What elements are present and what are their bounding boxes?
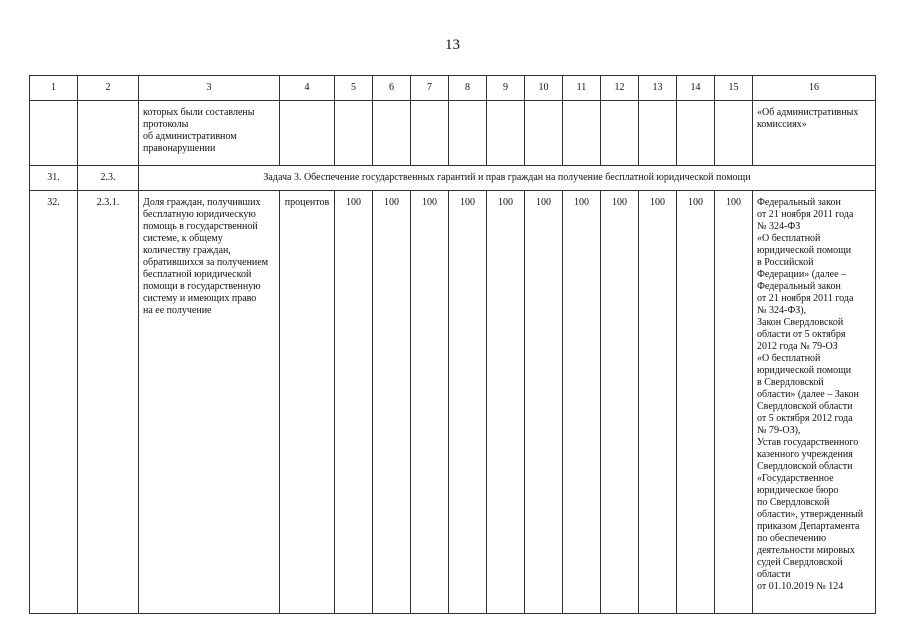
- column-header: 12: [601, 76, 639, 101]
- value-cell: 100: [639, 191, 677, 614]
- table-cell: [335, 101, 373, 166]
- column-header: 3: [139, 76, 280, 101]
- value-cell: 100: [601, 191, 639, 614]
- value-cell: 100: [677, 191, 715, 614]
- legal-source: Федеральный закон от 21 ноября 2011 года № 324-ФЗ «О бесплатной юридической помощи в Российской Федерации» (далее – Федеральный закон от 21 ноября 2011 года № 324-ФЗ), Закон Свердловской области от 5 октября 2012 года № 79-ОЗ «О бесплатной юридической помощи в Свердловской области» (далее – Закон Свердловской области от 5 октября 2012 года № 79-ОЗ), Устав государственного казенного учреждения Свердловской области «Государственное юридическое бюро по Свердловской области», утвержденный приказом Департамента по обеспечению деятельности мировых судей Свердловской области от 01.10.2019 № 124: [753, 191, 876, 614]
- value-cell: 100: [487, 191, 525, 614]
- value-cell: 100: [563, 191, 601, 614]
- column-header: 16: [753, 76, 876, 101]
- value-cell: 100: [335, 191, 373, 614]
- unit-of-measure: процентов: [280, 191, 335, 614]
- table-cell: [677, 101, 715, 166]
- table-cell: [449, 101, 487, 166]
- table-cell: [563, 101, 601, 166]
- column-header: 13: [639, 76, 677, 101]
- column-header: 5: [335, 76, 373, 101]
- row-code: 2.3.1.: [78, 191, 139, 614]
- table-cell: [525, 101, 563, 166]
- table-row: [30, 191, 876, 614]
- column-header: 4: [280, 76, 335, 101]
- indicator-name: Доля граждан, получивших бесплатную юридическую помощь в государственной системе, к общему количеству граждан, обратившихся за получением бесплатной юридической помощи в государственную систему и имеющих право на ее получение: [139, 191, 280, 614]
- table-cell: [487, 101, 525, 166]
- column-header: 9: [487, 76, 525, 101]
- row-code: 2.3.: [78, 166, 139, 191]
- value-cell: 100: [525, 191, 563, 614]
- table-cell: [78, 101, 139, 166]
- column-header: 1: [30, 76, 78, 101]
- task-title: Задача 3. Обеспечение государственных гарантий и прав граждан на получение бесплатной юридической помощи: [139, 166, 876, 191]
- task-row: [30, 166, 876, 191]
- table-cell: [373, 101, 411, 166]
- source-continuation: «Об административных комиссиях»: [753, 101, 876, 166]
- continuation-row: [30, 101, 876, 166]
- row-number: 31.: [30, 166, 78, 191]
- value-cell: 100: [449, 191, 487, 614]
- table-cell: [280, 101, 335, 166]
- column-header: 7: [411, 76, 449, 101]
- column-header: 8: [449, 76, 487, 101]
- value-cell: 100: [411, 191, 449, 614]
- table-cell: [30, 101, 78, 166]
- column-header: 14: [677, 76, 715, 101]
- indicators-table: [29, 75, 876, 614]
- row-number: 32.: [30, 191, 78, 614]
- column-header: 11: [563, 76, 601, 101]
- column-number-row: [30, 76, 876, 101]
- page-number: 13: [445, 37, 460, 53]
- value-cell: 100: [715, 191, 753, 614]
- column-header: 2: [78, 76, 139, 101]
- value-cell: 100: [373, 191, 411, 614]
- indicator-name-continuation: которых были составлены протоколы об административном правонарушении: [139, 101, 280, 166]
- table-cell: [411, 101, 449, 166]
- table-cell: [715, 101, 753, 166]
- column-header: 15: [715, 76, 753, 101]
- column-header: 10: [525, 76, 563, 101]
- table-cell: [639, 101, 677, 166]
- table-cell: [601, 101, 639, 166]
- column-header: 6: [373, 76, 411, 101]
